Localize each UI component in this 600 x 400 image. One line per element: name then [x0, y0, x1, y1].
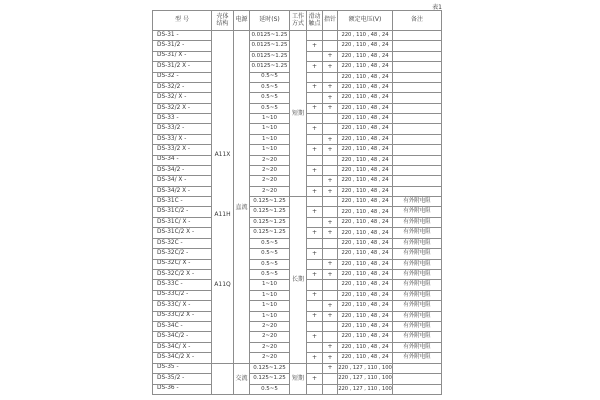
voltage-cell: 220 , 127 , 110 , 100	[338, 374, 393, 384]
col-header-slide-contact	[307, 11, 323, 31]
remark-cell: 有外附电阻	[393, 353, 442, 363]
voltage-cell: 220 , 110 , 48 , 24	[338, 72, 393, 82]
slide-contact-cell	[307, 342, 323, 352]
delay-cell: 0.125~1.25	[250, 207, 290, 217]
model-cell: DS-35 -	[153, 363, 212, 373]
shell-structure-label: A11H	[214, 211, 231, 219]
voltage-cell: 220 , 110 , 48 , 24	[338, 41, 393, 51]
pointer-cell	[323, 374, 338, 384]
remark-cell: 有外附电阻	[393, 228, 442, 238]
table-row	[153, 197, 442, 207]
delay-cell: 0.5~5	[250, 238, 290, 248]
voltage-cell: 220 , 110 , 48 , 24	[338, 301, 393, 311]
power-cell: 交流	[234, 363, 250, 394]
pointer-cell: +	[323, 62, 338, 72]
voltage-cell: 220 , 110 , 48 , 24	[338, 322, 393, 332]
slide-contact-cell: +	[307, 228, 323, 238]
slide-contact-cell: +	[307, 207, 323, 217]
remark-cell	[393, 134, 442, 144]
remark-cell	[393, 165, 442, 175]
remark-cell	[393, 62, 442, 72]
col-header-line: 结构	[216, 19, 229, 27]
pointer-cell	[323, 280, 338, 290]
remark-cell	[393, 374, 442, 384]
slide-contact-cell: +	[307, 82, 323, 92]
delay-cell: 0.5~5	[250, 249, 290, 259]
remark-cell: 有外附电阻	[393, 207, 442, 217]
voltage-cell: 220 , 110 , 48 , 24	[338, 165, 393, 175]
voltage-cell: 220 , 110 , 48 , 24	[338, 342, 393, 352]
voltage-cell: 220 , 110 , 48 , 24	[338, 280, 393, 290]
remark-cell	[393, 186, 442, 196]
voltage-cell: 220 , 110 , 48 , 24	[338, 124, 393, 134]
col-header-shell-structure	[212, 11, 234, 31]
delay-cell: 2~20	[250, 186, 290, 196]
slide-contact-cell: +	[307, 103, 323, 113]
remark-cell	[393, 124, 442, 134]
col-header-work-mode	[290, 11, 307, 31]
slide-contact-cell	[307, 114, 323, 124]
model-cell: DS-31/ X -	[153, 51, 212, 61]
delay-cell: 0.0125~1.25	[250, 41, 290, 51]
voltage-cell: 220 , 110 , 48 , 24	[338, 311, 393, 321]
model-cell: DS-34/2 X -	[153, 186, 212, 196]
delay-cell: 2~20	[250, 176, 290, 186]
model-cell: DS-32C/2 -	[153, 249, 212, 259]
model-cell: DS-33 -	[153, 114, 212, 124]
remark-cell	[393, 82, 442, 92]
pointer-cell: +	[323, 363, 338, 373]
delay-cell: 2~20	[250, 332, 290, 342]
model-cell: DS-34C/2 -	[153, 332, 212, 342]
col-header-line: 工作	[291, 12, 304, 20]
pointer-cell: +	[323, 259, 338, 269]
pointer-cell: +	[323, 51, 338, 61]
model-cell: DS-32C -	[153, 238, 212, 248]
model-cell: DS-34 -	[153, 155, 212, 165]
slide-contact-cell: +	[307, 249, 323, 259]
remark-cell: 有外附电阻	[393, 197, 442, 207]
slide-contact-cell	[307, 238, 323, 248]
pointer-cell: +	[323, 342, 338, 352]
work-mode-cell: 短期	[290, 31, 307, 197]
delay-cell: 0.125~1.25	[250, 197, 290, 207]
model-cell: DS-33/ X -	[153, 134, 212, 144]
remark-cell: 有外附电阻	[393, 322, 442, 332]
pointer-cell: +	[323, 145, 338, 155]
remark-cell	[393, 51, 442, 61]
remark-cell: 有外附电阻	[393, 249, 442, 259]
pointer-cell: +	[323, 134, 338, 144]
slide-contact-cell: +	[307, 145, 323, 155]
remark-cell	[393, 176, 442, 186]
delay-cell: 2~20	[250, 353, 290, 363]
voltage-cell: 220 , 110 , 48 , 24	[338, 259, 393, 269]
pointer-cell	[323, 384, 338, 394]
model-cell: DS-31C -	[153, 197, 212, 207]
slide-contact-cell	[307, 155, 323, 165]
work-mode-cell: 短期	[290, 363, 307, 394]
delay-cell: 1~10	[250, 124, 290, 134]
slide-contact-cell: +	[307, 270, 323, 280]
delay-cell: 0.125~1.25	[250, 228, 290, 238]
remark-cell	[393, 103, 442, 113]
table-number-label: 表1	[432, 4, 442, 11]
delay-cell: 1~10	[250, 134, 290, 144]
shell-structure-cell	[212, 363, 234, 394]
remark-cell	[393, 31, 442, 41]
voltage-cell: 220 , 110 , 48 , 24	[338, 228, 393, 238]
voltage-cell: 220 , 110 , 48 , 24	[338, 270, 393, 280]
delay-cell: 0.5~5	[250, 103, 290, 113]
pointer-cell	[323, 249, 338, 259]
pointer-cell	[323, 322, 338, 332]
table-body	[153, 11, 442, 395]
voltage-cell: 220 , 110 , 48 , 24	[338, 197, 393, 207]
delay-cell: 1~10	[250, 290, 290, 300]
pointer-cell: +	[323, 176, 338, 186]
model-cell: DS-36 -	[153, 384, 212, 394]
slide-contact-cell	[307, 259, 323, 269]
model-cell: DS-35/2 -	[153, 374, 212, 384]
model-cell: DS-31 -	[153, 31, 212, 41]
model-cell: DS-33C/ X -	[153, 301, 212, 311]
slide-contact-cell: +	[307, 290, 323, 300]
voltage-cell: 220 , 110 , 48 , 24	[338, 134, 393, 144]
model-cell: DS-31/2 X -	[153, 62, 212, 72]
remark-cell: 有外附电阻	[393, 301, 442, 311]
power-cell	[234, 31, 250, 364]
col-header-pointer: 指针	[323, 11, 338, 31]
slide-contact-cell	[307, 51, 323, 61]
pointer-cell: +	[323, 228, 338, 238]
pointer-cell: +	[323, 217, 338, 227]
pointer-cell: +	[323, 103, 338, 113]
voltage-cell: 220 , 110 , 48 , 24	[338, 114, 393, 124]
delay-cell: 0.0125~1.25	[250, 31, 290, 41]
pointer-cell: +	[323, 186, 338, 196]
delay-cell: 1~10	[250, 280, 290, 290]
delay-cell: 2~20	[250, 322, 290, 332]
remark-cell: 有外附电阻	[393, 280, 442, 290]
slide-contact-cell	[307, 280, 323, 290]
model-cell: DS-33/2 X -	[153, 145, 212, 155]
pointer-cell	[323, 238, 338, 248]
table-row	[153, 363, 442, 373]
model-cell: DS-34/ X -	[153, 176, 212, 186]
voltage-cell: 220 , 110 , 48 , 24	[338, 332, 393, 342]
model-cell: DS-32C/ X -	[153, 259, 212, 269]
pointer-cell: +	[323, 301, 338, 311]
slide-contact-cell	[307, 363, 323, 373]
remark-cell	[393, 114, 442, 124]
pointer-cell: +	[323, 270, 338, 280]
work-mode-cell: 长期	[290, 197, 307, 363]
pointer-cell	[323, 155, 338, 165]
delay-cell: 0.5~5	[250, 82, 290, 92]
shell-structure-label: A11X	[214, 151, 231, 159]
slide-contact-cell: +	[307, 124, 323, 134]
pointer-cell	[323, 114, 338, 124]
slide-contact-cell	[307, 93, 323, 103]
voltage-cell: 220 , 110 , 48 , 24	[338, 155, 393, 165]
pointer-cell	[323, 72, 338, 82]
col-header-power: 电源	[234, 11, 250, 31]
slide-contact-cell	[307, 197, 323, 207]
model-cell: DS-33/2 -	[153, 124, 212, 134]
voltage-cell: 220 , 110 , 48 , 24	[338, 207, 393, 217]
remark-cell: 有外附电阻	[393, 238, 442, 248]
slide-contact-cell: +	[307, 311, 323, 321]
pointer-cell	[323, 197, 338, 207]
model-cell: DS-31C/2 X -	[153, 228, 212, 238]
model-cell: DS-33C/2 -	[153, 290, 212, 300]
remark-cell: 有外附电阻	[393, 217, 442, 227]
delay-cell: 0.5~5	[250, 72, 290, 82]
voltage-cell: 220 , 110 , 48 , 24	[338, 249, 393, 259]
remark-cell	[393, 384, 442, 394]
remark-cell	[393, 145, 442, 155]
model-cell: DS-32C/2 X -	[153, 270, 212, 280]
table-row	[153, 31, 442, 41]
voltage-cell: 220 , 110 , 48 , 24	[338, 51, 393, 61]
delay-cell: 0.125~1.25	[250, 217, 290, 227]
voltage-cell: 220 , 110 , 48 , 24	[338, 353, 393, 363]
voltage-cell: 220 , 110 , 48 , 24	[338, 238, 393, 248]
slide-contact-cell	[307, 72, 323, 82]
slide-contact-cell	[307, 384, 323, 394]
slide-contact-cell	[307, 301, 323, 311]
shell-structure-label: A11Q	[214, 280, 231, 288]
col-header-voltage: 额定电压(V)	[338, 11, 393, 31]
delay-cell: 0.125~1.25	[250, 363, 290, 373]
slide-contact-cell	[307, 176, 323, 186]
remark-cell	[393, 72, 442, 82]
delay-cell: 1~10	[250, 311, 290, 321]
delay-cell: 2~20	[250, 165, 290, 175]
slide-contact-cell: +	[307, 186, 323, 196]
voltage-cell: 220 , 110 , 48 , 24	[338, 145, 393, 155]
pointer-cell	[323, 290, 338, 300]
model-cell: DS-33C/2 X -	[153, 311, 212, 321]
model-cell: DS-32 -	[153, 72, 212, 82]
slide-contact-cell	[307, 31, 323, 41]
remark-cell: 有外附电阻	[393, 342, 442, 352]
model-cell: DS-34C/2 X -	[153, 353, 212, 363]
slide-contact-cell: +	[307, 353, 323, 363]
model-cell: DS-33C -	[153, 280, 212, 290]
col-header-model: 型 号	[153, 11, 212, 31]
slide-contact-cell: +	[307, 332, 323, 342]
pointer-cell	[323, 124, 338, 134]
delay-cell: 0.5~5	[250, 93, 290, 103]
voltage-cell: 220 , 110 , 48 , 24	[338, 176, 393, 186]
delay-cell: 1~10	[250, 301, 290, 311]
voltage-cell: 220 , 110 , 48 , 24	[338, 31, 393, 41]
model-cell: DS-34/2 -	[153, 165, 212, 175]
voltage-cell: 220 , 110 , 48 , 24	[338, 62, 393, 72]
remark-cell: 有外附电阻	[393, 270, 442, 280]
delay-cell: 0.0125~1.25	[250, 62, 290, 72]
relay-spec-table	[152, 10, 442, 395]
remark-cell	[393, 363, 442, 373]
col-header-remark: 备注	[393, 11, 442, 31]
slide-contact-cell: +	[307, 374, 323, 384]
voltage-cell: 220 , 110 , 48 , 24	[338, 103, 393, 113]
model-cell: DS-34C -	[153, 322, 212, 332]
slide-contact-cell: +	[307, 165, 323, 175]
voltage-cell: 220 , 110 , 48 , 24	[338, 217, 393, 227]
delay-cell: 0.125~1.25	[250, 374, 290, 384]
delay-cell: 0.5~5	[250, 270, 290, 280]
pointer-cell: +	[323, 353, 338, 363]
pointer-cell: +	[323, 311, 338, 321]
model-cell: DS-32/ X -	[153, 93, 212, 103]
remark-cell: 有外附电阻	[393, 259, 442, 269]
delay-cell: 1~10	[250, 145, 290, 155]
voltage-cell: 220 , 110 , 48 , 24	[338, 186, 393, 196]
voltage-cell: 220 , 110 , 48 , 24	[338, 82, 393, 92]
col-header-delay: 延时(S)	[250, 11, 290, 31]
pointer-cell: +	[323, 93, 338, 103]
slide-contact-cell	[307, 322, 323, 332]
model-cell: DS-32/2 X -	[153, 103, 212, 113]
voltage-cell: 220 , 127 , 110 , 100	[338, 363, 393, 373]
col-header-line: 方式	[291, 19, 304, 27]
delay-cell: 2~20	[250, 155, 290, 165]
voltage-cell: 220 , 127 , 110 , 100	[338, 384, 393, 394]
shell-structure-cell	[212, 31, 234, 364]
pointer-cell	[323, 31, 338, 41]
col-header-line: 触点	[308, 19, 321, 27]
pointer-cell	[323, 207, 338, 217]
remark-cell	[393, 93, 442, 103]
slide-contact-cell: +	[307, 41, 323, 51]
voltage-cell: 220 , 110 , 48 , 24	[338, 93, 393, 103]
power-dc-label: 直流	[235, 204, 248, 212]
slide-contact-cell	[307, 134, 323, 144]
col-header-line: 壳体	[216, 12, 229, 20]
model-cell: DS-34C/ X -	[153, 342, 212, 352]
pointer-cell: +	[323, 82, 338, 92]
delay-cell: 1~10	[250, 114, 290, 124]
remark-cell	[393, 41, 442, 51]
model-cell: DS-31C/2 -	[153, 207, 212, 217]
delay-cell: 2~20	[250, 342, 290, 352]
pointer-cell	[323, 41, 338, 51]
col-header-line: 滑动	[308, 12, 321, 20]
delay-cell: 0.0125~1.25	[250, 51, 290, 61]
delay-cell: 0.5~5	[250, 259, 290, 269]
slide-contact-cell: +	[307, 62, 323, 72]
pointer-cell	[323, 332, 338, 342]
remark-cell: 有外附电阻	[393, 290, 442, 300]
table-header-row	[153, 11, 442, 31]
remark-cell	[393, 155, 442, 165]
voltage-cell: 220 , 110 , 48 , 24	[338, 290, 393, 300]
remark-cell: 有外附电阻	[393, 311, 442, 321]
slide-contact-cell	[307, 217, 323, 227]
model-cell: DS-31/2 -	[153, 41, 212, 51]
delay-cell: 0.5~5	[250, 384, 290, 394]
remark-cell: 有外附电阻	[393, 332, 442, 342]
model-cell: DS-31C/ X -	[153, 217, 212, 227]
pointer-cell	[323, 165, 338, 175]
model-cell: DS-32/2 -	[153, 82, 212, 92]
